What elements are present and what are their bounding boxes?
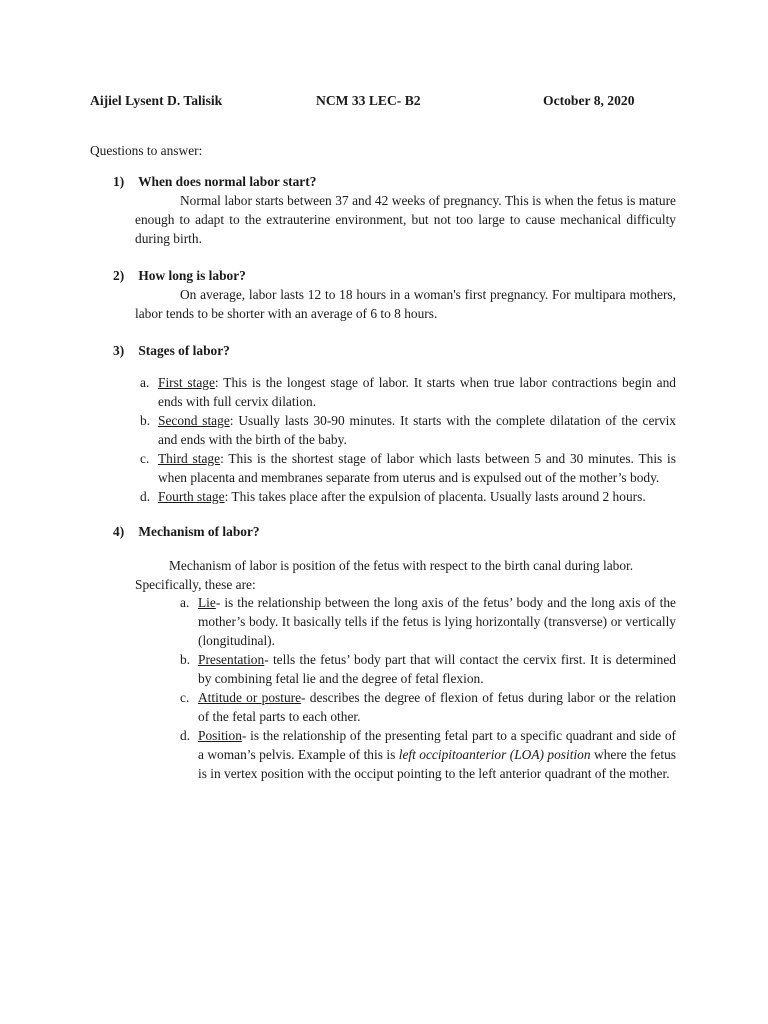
- mechanism-italic-term: left occipitoanterior (LOA) position: [398, 747, 591, 762]
- question-3-number: 3): [113, 343, 125, 358]
- intro-text: Questions to answer:: [90, 143, 203, 158]
- mechanism-text: is the relationship of the presenting fetal part to a specific quadrant and side of a woman’s pelvis. Example of this is: [198, 728, 676, 762]
- question-1-title: When does normal labor start?: [138, 174, 317, 189]
- mechanism-item: d. Position- is the relationship of the presenting fetal part to a specific quadrant and side of a woman’s pelvis. Example of this is left occipitoanterior (LOA) position where the fetus is in vertex position with the occiput pointing to the left anterior quadrant of the mother.: [180, 728, 676, 781]
- question-1-number: 1): [113, 174, 125, 189]
- question-1-answer: Normal labor starts between 37 and 42 weeks of pregnancy. This is when the fetus is mature enough to adapt to the extrauterine environment, but not too large to cause mechanical difficulty during birth.: [135, 193, 676, 246]
- question-2-answer: On average, labor lasts 12 to 18 hours in a woman's first pregnancy. For multipara mothers, labor tends to be shorter with an average of 6 to 8 hours.: [135, 287, 676, 321]
- question-4-heading: [113, 524, 260, 540]
- stages-list: [140, 373, 676, 506]
- stage-item: b. Second stage: Usually lasts 30-90 minutes. It starts with the complete dilatation of the cervix and ends with the birth of the baby.: [140, 413, 676, 447]
- question-2-title: How long is labor?: [138, 268, 246, 283]
- question-1-heading: [113, 174, 316, 190]
- question-3-heading: [113, 343, 230, 359]
- mechanism-term: Attitude or posture: [198, 690, 302, 705]
- mechanism-text-after: where the fetus is in vertex position with the occiput pointing to the left anterior quadrant of the mother.: [198, 747, 676, 781]
- stage-item: a. First stage: This is the longest stage of labor. It starts when true labor contractions begin and ends with full cervix dilation.: [140, 375, 676, 409]
- document-date: October 8, 2020: [543, 93, 635, 108]
- mechanism-item: b. Presentation- tells the fetus’ body part that will contact the cervix first. It is determined by combining fetal lie and the degree of fetal flexion.: [180, 652, 676, 686]
- mechanism-item: a. Lie- is the relationship between the long axis of the fetus’ body and the long axis of the mother’s body. It basically tells if the fetus is lying horizontally (transverse) or vertically (longitudinal).: [180, 595, 676, 648]
- stage-item: d. Fourth stage: This takes place after the expulsion of placenta. Usually lasts around 2 hours.: [140, 489, 646, 504]
- mechanism-term: Presentation: [198, 652, 265, 667]
- mechanism-text: describes the degree of flexion of fetus during labor or the relation of the fetal parts to each other.: [198, 690, 677, 724]
- course-code: NCM 33 LEC- B2: [316, 93, 421, 108]
- mechanism-text: tells the fetus’ body part that will contact the cervix first. It is determined by combining fetal lie and the degree of fetal flexion.: [198, 652, 676, 686]
- student-name: Aijiel Lysent D. Talisik: [90, 93, 223, 108]
- stage-text: This takes place after the expulsion of placenta. Usually lasts around 2 hours.: [228, 489, 646, 504]
- stage-term: First stage: [158, 375, 215, 390]
- mechanism-text: is the relationship between the long axis of the fetus’ body and the long axis of the mother’s body. It basically tells if the fetus is lying horizontally (transverse) or vertically (longitudinal).: [198, 595, 676, 648]
- question-4-number: 4): [113, 524, 125, 539]
- mechanism-term: Position: [198, 728, 242, 743]
- mechanism-list: [180, 593, 676, 783]
- mechanism-item: c. Attitude or posture- describes the degree of flexion of fetus during labor or the relation of the fetal parts to each other.: [180, 690, 677, 724]
- stage-text: This is the longest stage of labor. It starts when true labor contractions begin and ends with full cervix dilation.: [158, 375, 676, 409]
- stage-term: Second stage: [158, 413, 230, 428]
- question-3-title: Stages of labor?: [138, 343, 230, 358]
- stage-term: Third stage: [158, 451, 221, 466]
- stage-text: Usually lasts 30-90 minutes. It starts with the complete dilatation of the cervix and ends with the birth of the baby.: [158, 413, 676, 447]
- question-2-heading: [113, 268, 246, 284]
- mechanism-term: Lie: [198, 595, 216, 610]
- question-4-answer: Mechanism of labor is position of the fetus with respect to the birth canal during labor. Specifically, these are:: [135, 558, 634, 592]
- stage-term: Fourth stage: [158, 489, 225, 504]
- question-2-number: 2): [113, 268, 125, 283]
- question-4-title: Mechanism of labor?: [138, 524, 260, 539]
- stage-item: c. Third stage: This is the shortest stage of labor which lasts between 5 and 30 minutes. This is when placenta and membranes separate from uterus and is expulsed out of the mother’s body.: [140, 451, 676, 485]
- stage-text: This is the shortest stage of labor which lasts between 5 and 30 minutes. This is when placenta and membranes separate from uterus and is expulsed out of the mother’s body.: [158, 451, 676, 485]
